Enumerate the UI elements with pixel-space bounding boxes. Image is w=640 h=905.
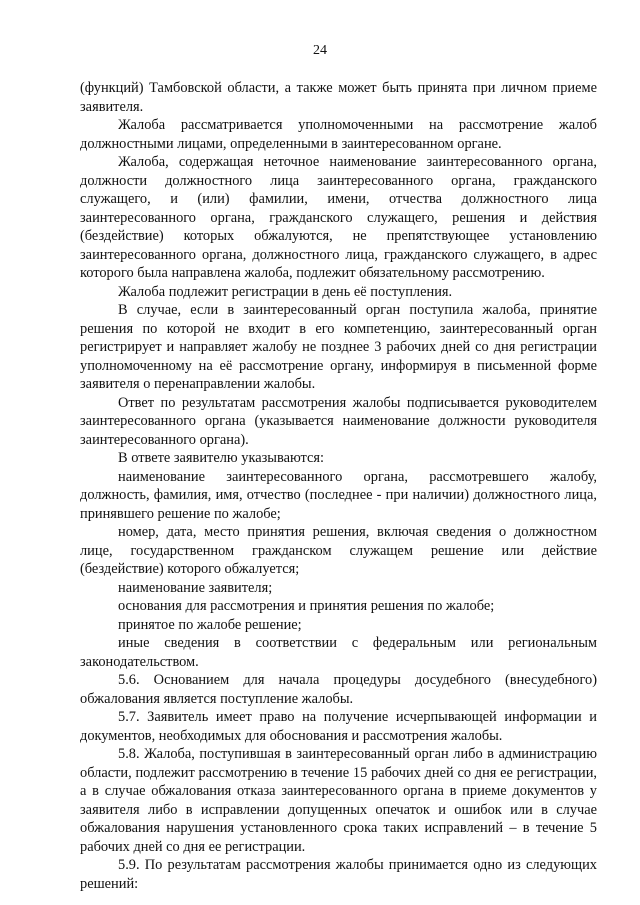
paragraph-inaccurate-name: Жалоба, содержащая неточное наименование заинтересованного органа, должности должностного лица заинтересованного органа, гражданского служащего, и (или) фамилии, имени, отчества должностного лица заинтересованного органа, гражданского служащего, решения и действия (бездействие) которых обжалуются, не препятствующее установлению заинтересованного органа, должностного лица, гражданского служащего, в адрес которого была направлена жалоба, подлежит обязательному рассмотрению. (80, 154, 597, 281)
page-number: 24 (313, 43, 327, 58)
paragraph-continuation: (функций) Тамбовской области, а также может быть принята при личном приеме заявителя. (80, 80, 597, 115)
paragraph-redirection: В случае, если в заинтересованный орган поступила жалоба, принятие решения по которой не входит в его компетенцию, заинтересованный орган регистрирует и направляет жалобу не позднее 3 рабочих дней со дня регистрации уполномоченному на её рассмотрение органу, информируя в письменной форме заявителя о перенаправлении жалобы. (80, 302, 597, 392)
paragraph-complaint-reviewers: Жалоба рассматривается уполномоченными на рассмотрение жалоб должностными лицами, определенными в заинтересованном органе. (80, 117, 597, 152)
section-5-7: 5.7. Заявитель имеет право на получение исчерпывающей информации и документов, необходимых для обоснования и рассмотрения жалобы. (80, 709, 597, 744)
paragraph-response-signing: Ответ по результатам рассмотрения жалобы подписывается руководителем заинтересованного органа (указывается наименование должности руководителя заинтересованного органа). (80, 394, 597, 448)
paragraph-response-contents-intro: В ответе заявителю указываются: (118, 450, 324, 466)
list-item-applicant-name: наименование заявителя; (118, 579, 273, 596)
document-body (80, 79, 597, 893)
list-item-grounds: основания для рассмотрения и принятия решения по жалобе; (118, 598, 495, 614)
list-item-organ-name: наименование заинтересованного органа, рассмотревшего жалобу, должность, фамилия, имя, отчество (последнее - при наличии) должностного лица, принявшего решение по жалобе; (80, 468, 597, 522)
section-5-6: 5.6. Основанием для начала процедуры досудебного (внесудебного) обжалования является поступление жалобы. (80, 672, 597, 707)
list-item-other-info: иные сведения в соответствии с федеральным или региональным законодательством. (80, 635, 597, 670)
section-5-9: 5.9. По результатам рассмотрения жалобы принимается одно из следующих решений: (80, 857, 597, 892)
list-item-decision-details: номер, дата, место принятия решения, включая сведения о должностном лице, государственном гражданском служащем решение или действие (бездействие) которого обжалуется; (80, 524, 597, 577)
paragraph-registration: Жалоба подлежит регистрации в день её поступления. (118, 283, 453, 300)
list-item-decision: принятое по жалобе решение; (118, 616, 302, 633)
section-5-8: 5.8. Жалоба, поступившая в заинтересованный орган либо в администрацию области, подлежит рассмотрению в течение 15 рабочих дней со дня ее регистрации, а в случае обжалования отказа заинтересованного органа в приеме документов у заявителя либо в исправлении допущенных опечаток и ошибок или в случае обжалования нарушения установленного срока таких исправлений – в течение 5 рабочих дней со дня ее регистрации. (80, 746, 597, 855)
